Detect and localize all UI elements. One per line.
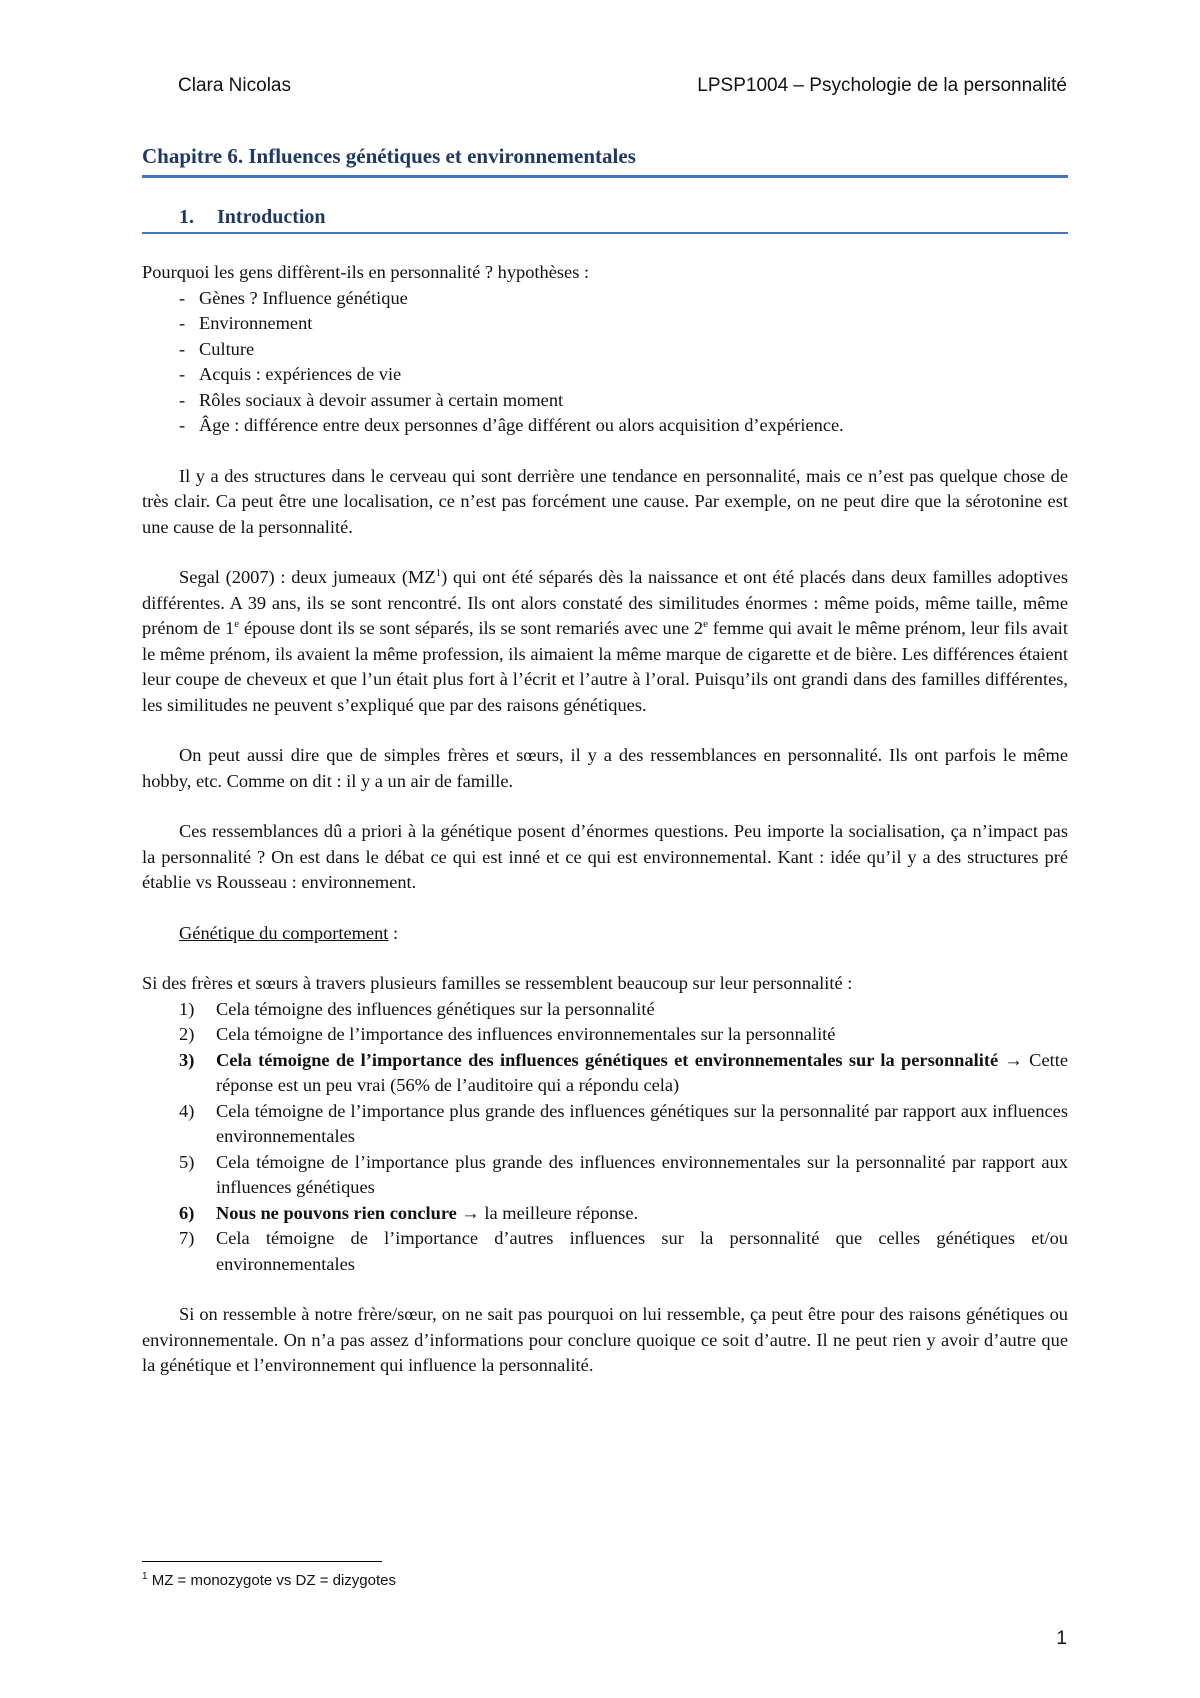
header-course: LPSP1004 – Psychologie de la personnalité — [697, 75, 1067, 96]
footnote-text: MZ = monozygote vs DZ = dizygotes — [147, 1572, 396, 1589]
conclusion-paragraph: Si on ressemble à notre frère/sœur, on ne sait pas pourquoi on lui ressemble, ça peut être pour des raisons génétiques ou environnementale. On n’a pas assez d’informations pour conclure quoique ce soit d’autre. Il ne peut rien y avoir d’autre que la génétique et l’environnement qui influence la personnalité. — [142, 1304, 1068, 1375]
section-heading: Introduction — [217, 206, 326, 228]
intro-question: Pourquoi les gens diffèrent-ils en personnalité ? hypothèses : — [142, 262, 590, 282]
hypothesis-item: - Rôles sociaux à devoir assumer à certain moment — [142, 388, 1068, 414]
hypothesis-item: - Environnement — [142, 311, 1068, 337]
footnote-separator — [142, 1561, 382, 1562]
hypotheses-list — [142, 286, 1068, 439]
answer-option: 3) Cela témoigne de l’importance des influences génétiques et environnementales sur la personnalité → Cette réponse est un peu vrai (56% de l’auditoire qui a répondu cela) — [179, 1049, 1068, 1095]
answer-option: 1) Cela témoigne des influences génétiques sur la personnalité — [179, 998, 655, 1019]
answer-option: 4) Cela témoigne de l’importance plus grande des influences génétiques sur la personnalité par rapport aux influences environnementales — [179, 1100, 1068, 1146]
section-number: 1. — [179, 206, 194, 228]
answer-option: 6) Nous ne pouvons rien conclure → la meilleure réponse. — [179, 1202, 639, 1223]
footnote-reference[interactable]: 1 — [435, 566, 442, 579]
brain-paragraph: Il y a des structures dans le cerveau qui sont derrière une tendance en personnalité, mais ce n’est pas quelque chose de très clair. Ca peut être une localisation, ce n’est pas forcément une cause. Par exemple, on ne peut dire que la sérotonine est une cause de la personnalité. — [142, 465, 1068, 537]
siblings-paragraph: On peut aussi dire que de simples frères et sœurs, il y a des ressemblances en personnalité. Ils ont parfois le même hobby, etc. Comme on dit : il y a un air de famille. — [142, 745, 1068, 791]
hypothesis-item: - Âge : différence entre deux personnes d’âge différent ou alors acquisition d’expérience. — [142, 413, 1068, 439]
section-title — [142, 206, 1068, 234]
hypothesis-item: - Acquis : expériences de vie — [142, 362, 1068, 388]
behavior-genetics-heading: Génétique du comportement : — [179, 922, 399, 943]
chapter-title: Chapitre 6. Influences génétiques et environnementales — [142, 144, 1068, 178]
footnote-mark: 1 — [142, 1571, 148, 1582]
segal-paragraph: Segal (2007) : deux jumeaux $(MZ^1)$ qui ont été séparés dès la naissance et ont été placés dans deux familles adoptives différentes. A 39 ans, ils se sont rencontré. Ils ont alors constaté des similitudes énormes : même poids, même taille, même prénom de 1e épouse dont ils se sont séparés, ils se sont remariés avec une 2e femme qui avait le même prénom, leur fils avait le même prénom, ils avaient la même profession, ils aimaient la même marque de cigarette et de bière. Les différences étaient leur coupe de cheveux et que l’un était plus fort à l’écrit et l’autre à l’oral. Puisqu’ils ont grandi dans des familles différentes, les similitudes ne peuvent s’expliqué que par des raisons génétiques. — [142, 566, 1068, 715]
page-number: 1 — [1056, 1628, 1067, 1649]
hypothesis-item: - Culture — [142, 337, 1068, 363]
document-body — [142, 260, 1068, 1379]
questions-paragraph: Ces ressemblances dû a priori à la génétique posent d’énormes questions. Peu importe la socialisation, ça n’impact pas la personnalité ? On est dans le débat ce qui est inné et ce qui est environnemental. Kant : idée qu’il y a des structures pré établie vs Rousseau : environnement. — [142, 821, 1068, 892]
footnote — [142, 1572, 396, 1589]
answer-option: 5) Cela témoigne de l’importance plus grande des influences environnementales sur la personnalité par rapport aux influences génétiques — [179, 1151, 1068, 1197]
answer-options-list — [142, 997, 1068, 1278]
hypothesis-item: - Gènes ? Influence génétique — [142, 286, 1068, 312]
header-author: Clara Nicolas — [178, 75, 291, 96]
answer-option: 7) Cela témoigne de l’importance d’autres influences sur la personnalité que celles génétiques et/ou environnementales — [179, 1228, 1068, 1274]
answer-option: 2) Cela témoigne de l’importance des influences environnementales sur la personnalité — [179, 1024, 836, 1044]
behavior-genetics-question: Si des frères et sœurs à travers plusieurs familles se ressemblent beaucoup sur leur personnalité : — [142, 973, 853, 993]
